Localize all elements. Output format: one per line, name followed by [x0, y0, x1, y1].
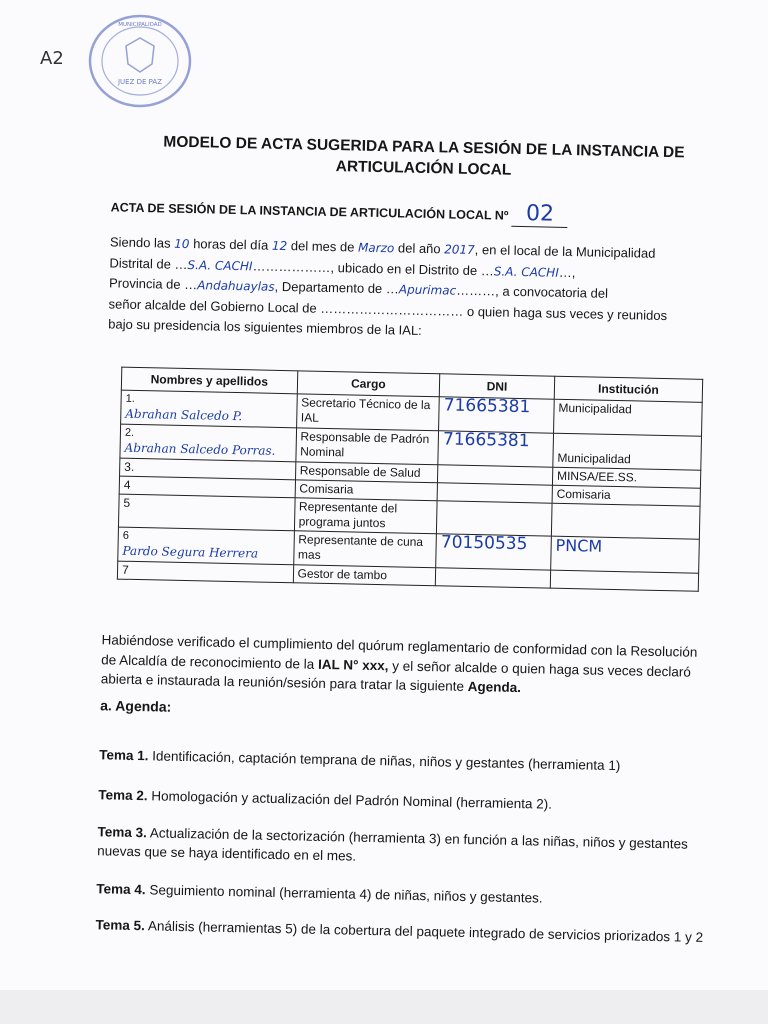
header-nombres: Nombres y apellidos: [121, 367, 297, 394]
stamp-top-text: MUNICIPALIDAD: [118, 22, 162, 28]
dia-value: 12: [271, 238, 288, 254]
document-title: [143, 131, 704, 185]
title-line-1: MODELO DE ACTA SUGERIDA PARA LA SESIÓN DE LA INSTANCIA DE: [163, 133, 685, 162]
title-line-2: ARTICULACIÓN LOCAL: [335, 158, 512, 179]
acta-heading: [110, 192, 568, 227]
quorum-paragraph: Habiéndose verificado el cumplimiento del quórum reglamentario de conformidad con la Resolución de Alcaldía de reconocimiento de la IAL N° xxx, y el señor alcalde o quien haga sus veces declaró abierta e instaurada la reunión/sesión para tratar la siguiente Agenda.: [100, 632, 698, 696]
member-cargo: Responsable de Salud: [295, 462, 438, 483]
member-institucion: Comisaria: [552, 485, 700, 506]
member-dni: 71665381: [443, 395, 531, 418]
acta-label: ACTA DE SESIÓN DE LA INSTANCIA DE ARTICULACIÓN LOCAL Nº: [110, 200, 509, 223]
page-bottom-edge: [0, 990, 768, 1024]
page-number: A2: [40, 48, 64, 69]
table-row: 3. Responsable de Salud MINSA/EE.SS.: [120, 458, 701, 488]
member-institucion: Municipalidad: [553, 433, 702, 470]
table-row: 1. Abrahan Salcedo P. Secretario Técnico de la IAL 71665381 Municipalidad: [121, 390, 703, 436]
agenda-word: Agenda.: [467, 678, 522, 696]
table-row: 7 Gestor de tambo: [117, 561, 698, 591]
ial-number: IAL N° xxx,: [317, 656, 389, 673]
intro-line-2: Distrital de …S.A. CACHI………………, ubicado en el Distrito de …S.A. CACHI…,: [109, 254, 576, 280]
distrito-value: S.A. CACHI: [493, 263, 559, 280]
agenda-item: Tema 2. Homologación y actualización del Padrón Nominal (herramienta 2).: [98, 787, 553, 812]
member-institucion: [551, 503, 700, 539]
member-cargo: Comisaria: [295, 480, 438, 501]
member-institucion: MINSA/EE.SS.: [552, 467, 700, 488]
member-dni: 71665381: [442, 429, 530, 452]
agenda-item: Tema 5. Análisis (herramientas 5) de la cobertura del paquete integrado de servicios priorizados 1 y 2: [95, 917, 704, 945]
member-institucion: Municipalidad: [553, 399, 702, 436]
table-row: 5 Representante del programa juntos: [118, 494, 700, 539]
member-cargo: Secretario Técnico de la IAL: [296, 394, 439, 431]
distrital-value: S.A. CACHI: [187, 257, 253, 273]
ial-members-table: [117, 367, 703, 592]
member-name: Abrahan Salcedo Porras.: [124, 440, 276, 458]
table-row: 6 Pardo Segura Herrera Representante de cuna mas 70150535 PNCM: [118, 527, 700, 573]
intro-line-5: bajo su presidencia los siguientes miembros de la IAL:: [108, 316, 422, 338]
member-name: Pardo Segura Herrera: [122, 543, 259, 561]
header-dni: DNI: [439, 374, 554, 399]
member-institucion: PNCM: [555, 535, 603, 556]
intro-paragraph: [108, 232, 715, 347]
intro-line-4: señor alcalde del Gobierno Local de …………………………… o quien haga sus veces y reunidos: [108, 295, 668, 323]
member-name: Abrahan Salcedo P.: [125, 406, 243, 424]
hora-value: 10: [174, 236, 190, 252]
member-cargo: Representante del programa juntos: [294, 498, 437, 534]
mes-value: Marzo: [357, 240, 395, 256]
stamp-center-text: JUEZ DE PAZ: [117, 78, 163, 86]
header-institucion: Institución: [554, 376, 703, 402]
intro-line-1: Siendo las 10 horas del día 12 del mes de Marzo del año 2017, en el local de la Municipalidad: [109, 234, 656, 261]
member-cargo: Responsable de Padrón Nominal: [295, 428, 438, 465]
provincia-value: Andahuaylas: [197, 278, 275, 294]
table-row: 4 Comisaria Comisaria: [119, 476, 700, 506]
official-stamp: [86, 12, 194, 110]
member-institucion: [550, 570, 698, 591]
departamento-value: Apurimac: [398, 282, 457, 298]
agenda-item: Tema 3. Actualización de la sectorización (herramienta 3) en función a las niñas, niños y gestantes nuevas que se haya identificado en el mes.: [97, 824, 688, 864]
member-cargo: Representante de cuna mas: [293, 531, 436, 568]
anio-value: 2017: [444, 242, 475, 258]
member-cargo: Gestor de tambo: [293, 565, 436, 586]
member-dni: 70150535: [440, 532, 528, 555]
agenda-item: Tema 4. Seguimiento nominal (herramienta 4) de niñas, niños y gestantes.: [96, 881, 543, 906]
agenda-item: Tema 1. Identificación, captación temprana de niñas, niños y gestantes (herramienta 1): [99, 747, 621, 774]
agenda-heading: a. Agenda:: [100, 697, 172, 715]
intro-line-3: Provincia de …Andahuaylas, Departamento de …Apurimac………, a convocatoria del: [108, 275, 609, 301]
table-row: 2. Abrahan Salcedo Porras. Responsable de Padrón Nominal 71665381 Municipalidad: [120, 424, 702, 470]
acta-number: 02: [512, 201, 569, 228]
header-cargo: Cargo: [297, 371, 440, 397]
